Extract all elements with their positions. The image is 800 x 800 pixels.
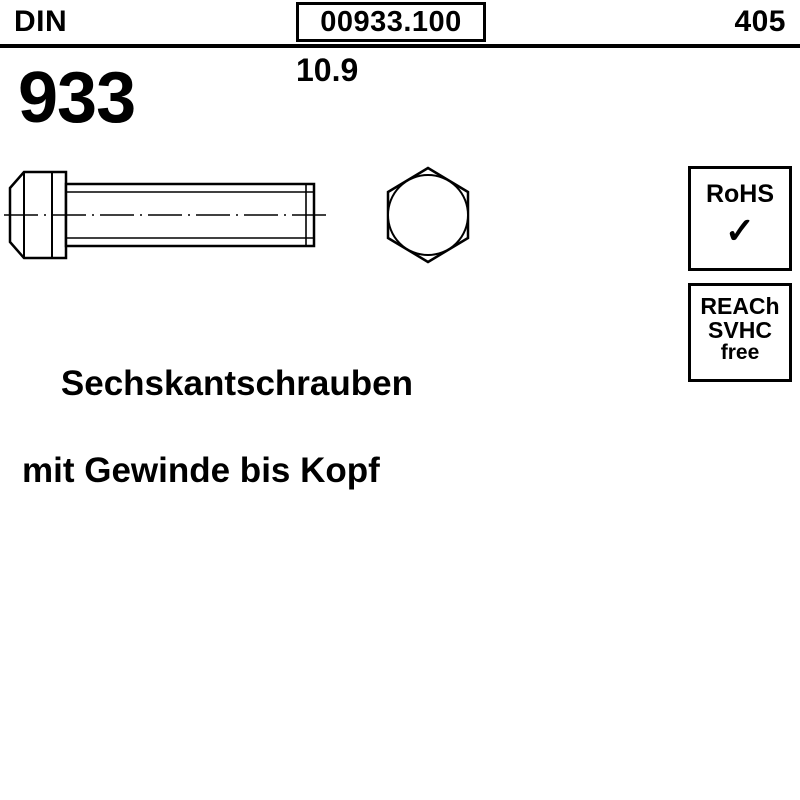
article-number-box xyxy=(296,2,486,42)
free-label: free xyxy=(720,341,760,365)
quantity-label: 405 xyxy=(734,5,786,38)
product-title-line1: Sechskantschrauben xyxy=(60,363,413,403)
rohs-label: RoHS xyxy=(705,180,775,208)
standard-label: DIN xyxy=(14,5,68,38)
din-number: 933 xyxy=(18,58,136,138)
product-title-line2: mit Gewinde bis Kopf xyxy=(22,451,380,491)
reach-label: REACh xyxy=(700,293,780,319)
technical-drawing xyxy=(0,150,800,290)
svhc-label: SVHC xyxy=(708,317,772,344)
header-divider xyxy=(0,44,800,48)
hex-head-top-view xyxy=(388,168,468,262)
article-number: 00933.100 xyxy=(320,5,462,38)
hex-bolt-side-view xyxy=(4,172,330,258)
reach-svhc-badge xyxy=(688,283,792,382)
check-icon: ✓ xyxy=(724,210,756,251)
page-title xyxy=(22,318,413,581)
rohs-badge xyxy=(688,166,792,271)
strength-grade: 10.9 xyxy=(296,52,359,88)
